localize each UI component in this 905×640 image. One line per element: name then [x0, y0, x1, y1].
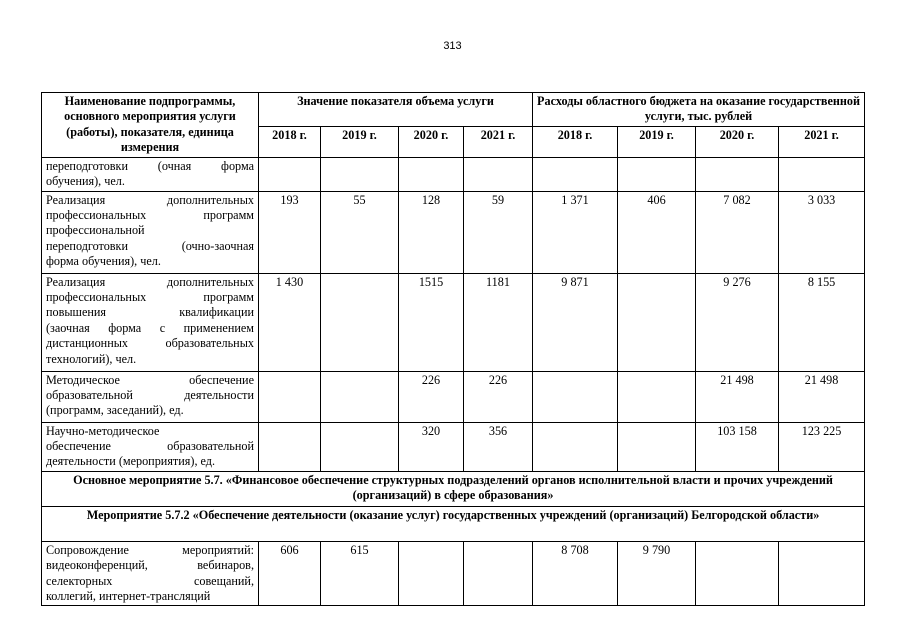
value-cell	[464, 541, 533, 606]
value-cell	[464, 157, 533, 191]
row-name-line: профессиональных программ	[46, 208, 254, 223]
row-name-line: Методическое обеспечение	[46, 372, 254, 387]
value-cell: 21 498	[779, 371, 865, 422]
value-cell: 1515	[399, 273, 464, 371]
value-cell: 9 276	[696, 273, 779, 371]
value-cell	[321, 273, 399, 371]
row-name	[42, 157, 259, 191]
table-row	[42, 157, 865, 191]
section-row	[42, 506, 865, 541]
page-number: 313	[443, 40, 462, 52]
value-cell	[259, 157, 321, 191]
value-cell: 8 708	[533, 541, 618, 606]
row-name-line: образовательной деятельности	[46, 388, 254, 403]
header-year: 2021 г.	[464, 126, 533, 157]
row-name-line: обеспечение образовательной	[46, 439, 254, 454]
row-name-line: форма обучения), чел.	[46, 254, 161, 269]
value-cell	[321, 157, 399, 191]
value-cell: 103 158	[696, 422, 779, 471]
header-budget-group: Расходы областного бюджета на оказание государственной услуги, тыс. рублей	[533, 93, 865, 127]
row-name-line: профессиональных программ	[46, 290, 254, 305]
header-year: 2019 г.	[321, 126, 399, 157]
row-name	[42, 191, 259, 273]
value-cell	[533, 371, 618, 422]
value-cell: 320	[399, 422, 464, 471]
row-name-line: коллегий, интернет-трансляций	[46, 589, 211, 604]
row-name	[42, 273, 259, 371]
value-cell: 55	[321, 191, 399, 273]
header-name-column: Наименование подпрограммы, основного мероприятия услуги (работы), показателя, единица измерения	[42, 93, 259, 158]
value-cell: 21 498	[696, 371, 779, 422]
budget-table	[41, 92, 865, 606]
header-year: 2020 г.	[399, 126, 464, 157]
table-row	[42, 191, 865, 273]
row-name-line: дистанционных образовательных	[46, 336, 254, 351]
value-cell	[618, 422, 696, 471]
header-year: 2019 г.	[618, 126, 696, 157]
main-activity-heading: Основное мероприятие 5.7. «Финансовое обеспечение структурных подразделений органов исполнительной власти и прочих учреждений (организаций) в сфере образования»	[42, 471, 865, 506]
row-name	[42, 422, 259, 471]
value-cell	[259, 422, 321, 471]
value-cell: 606	[259, 541, 321, 606]
value-cell: 1181	[464, 273, 533, 371]
table-row	[42, 541, 865, 606]
activity-heading: Мероприятие 5.7.2 «Обеспечение деятельности (оказание услуг) государственных учреждений (организаций) Белгородской области»	[42, 506, 865, 541]
row-name-line: деятельности (мероприятия), ед.	[46, 454, 216, 469]
value-cell	[696, 157, 779, 191]
value-cell	[618, 371, 696, 422]
header-year: 2021 г.	[779, 126, 865, 157]
table-row	[42, 273, 865, 371]
table-body	[42, 157, 865, 606]
table-row	[42, 422, 865, 471]
value-cell	[399, 157, 464, 191]
value-cell	[779, 157, 865, 191]
row-name-line: переподготовки (очная форма	[46, 158, 254, 173]
value-cell	[533, 422, 618, 471]
value-cell: 615	[321, 541, 399, 606]
value-cell	[618, 157, 696, 191]
value-cell: 226	[399, 371, 464, 422]
row-name-line: (заочная форма с применением	[46, 320, 254, 335]
row-name-line: Реализация дополнительных	[46, 192, 254, 207]
row-name-line: видеоконференций, вебинаров,	[46, 558, 254, 573]
value-cell	[399, 541, 464, 606]
header-volume-group: Значение показателя объема услуги	[259, 93, 533, 127]
value-cell: 9 790	[618, 541, 696, 606]
section-row	[42, 471, 865, 506]
row-name-line: обучения), чел.	[46, 174, 125, 189]
value-cell: 59	[464, 191, 533, 273]
value-cell: 123 225	[779, 422, 865, 471]
value-cell	[259, 371, 321, 422]
row-name	[42, 541, 259, 606]
row-name-line: переподготовки (очно-заочная	[46, 238, 254, 253]
value-cell	[618, 273, 696, 371]
header-year: 2018 г.	[533, 126, 618, 157]
header-year: 2018 г.	[259, 126, 321, 157]
value-cell: 356	[464, 422, 533, 471]
value-cell: 3 033	[779, 191, 865, 273]
table-row	[42, 371, 865, 422]
row-name-line: (программ, заседаний), ед.	[46, 403, 184, 418]
row-name-line: повышения квалификации	[46, 305, 254, 320]
value-cell: 128	[399, 191, 464, 273]
row-name-line: Реализация дополнительных	[46, 274, 254, 289]
row-name-line: Сопровождение мероприятий:	[46, 542, 254, 557]
value-cell	[321, 422, 399, 471]
value-cell	[779, 541, 865, 606]
table-header	[42, 93, 865, 158]
value-cell: 1 430	[259, 273, 321, 371]
row-name-line: профессиональной	[46, 223, 145, 238]
value-cell	[533, 157, 618, 191]
row-name-line: технологий), чел.	[46, 351, 137, 366]
value-cell: 226	[464, 371, 533, 422]
value-cell: 9 871	[533, 273, 618, 371]
row-name-line: селекторных совещаний,	[46, 573, 254, 588]
value-cell	[696, 541, 779, 606]
row-name-line: Научно-методическое	[46, 423, 160, 438]
row-name	[42, 371, 259, 422]
header-year: 2020 г.	[696, 126, 779, 157]
value-cell: 7 082	[696, 191, 779, 273]
value-cell: 193	[259, 191, 321, 273]
value-cell: 406	[618, 191, 696, 273]
value-cell	[321, 371, 399, 422]
value-cell: 1 371	[533, 191, 618, 273]
value-cell: 8 155	[779, 273, 865, 371]
